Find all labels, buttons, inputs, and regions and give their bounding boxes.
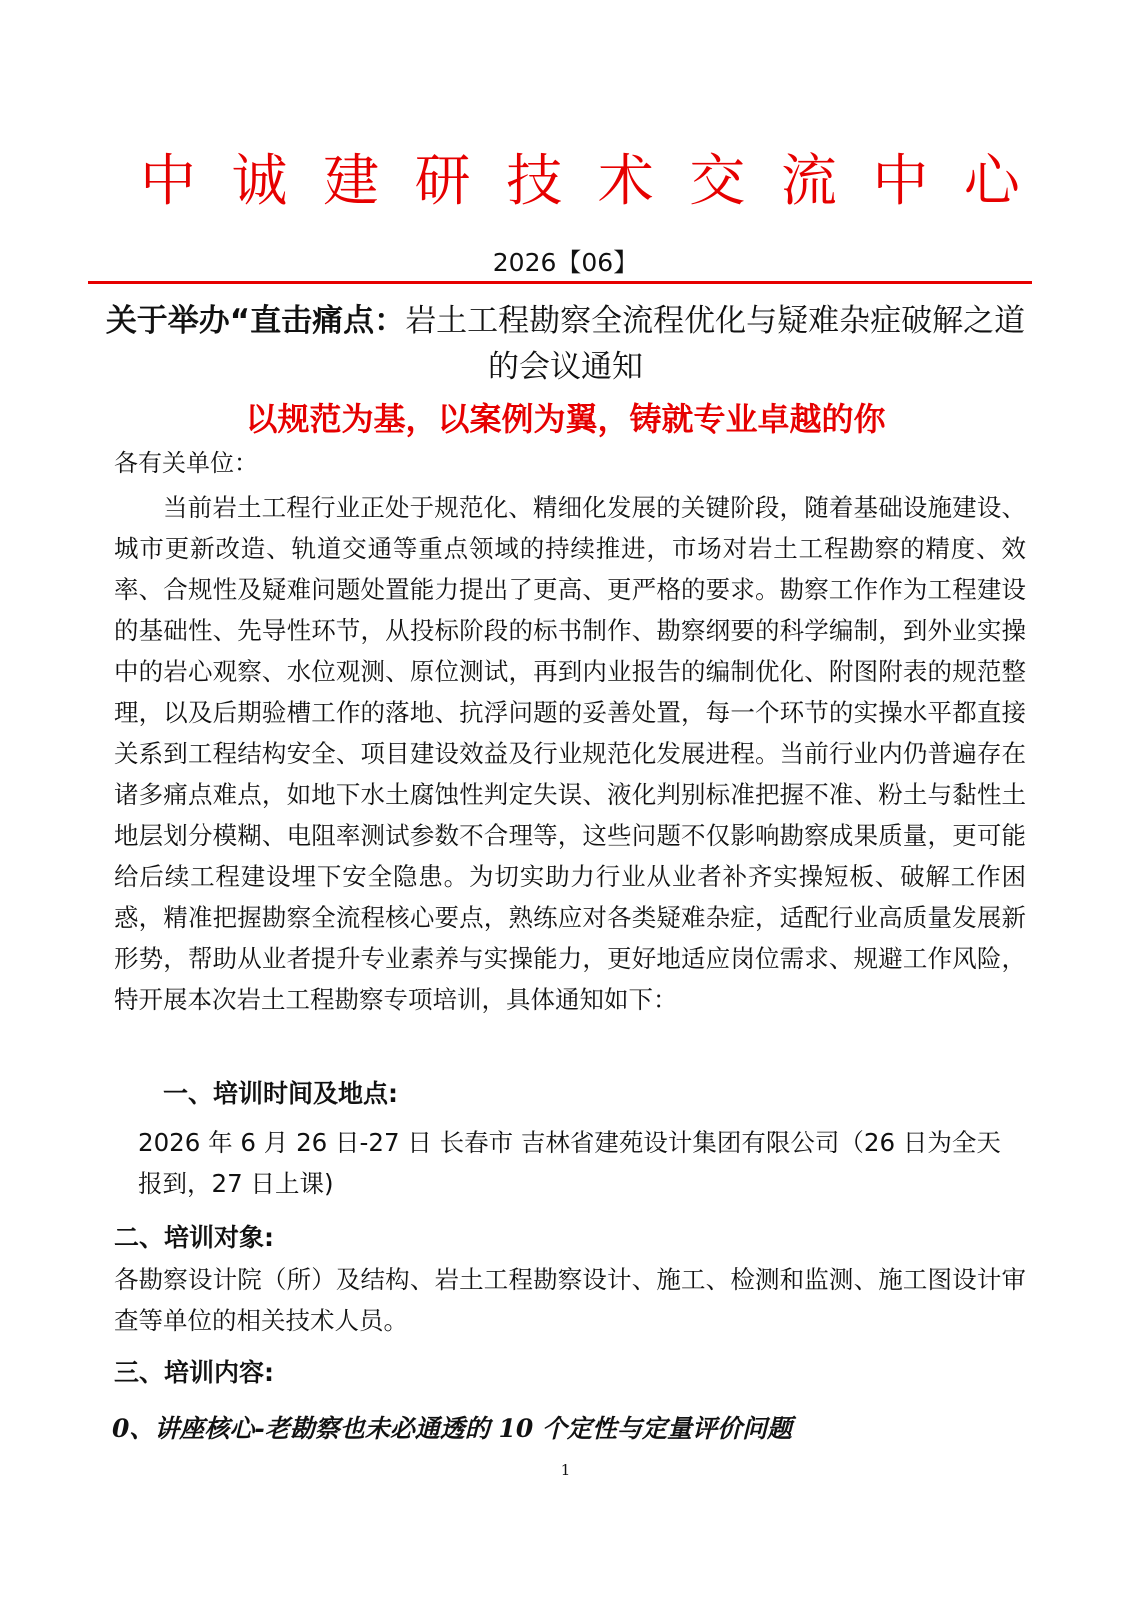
org-title-char: 交 — [689, 149, 746, 214]
org-title-char: 技 — [506, 149, 563, 214]
intro-paragraph: 当前岩土工程行业正处于规范化、精细化发展的关键阶段，随着基础设施建设、城市更新改造、轨道交通等重点领域的持续推进，市场对岩土工程勘察的精度、效率、合规性及疑难问题处置能力提出了更高、更严格的要求。勘察工作作为工程建设的基础性、先导性环节，从投标阶段的标书制作、勘察纲要的科学编制，到外业实操中的岩心观察、水位观测、原位测试，再到内业报告的编制优化、附图附表的规范整理，以及后期验槽工作的落地、抗浮问题的妥善处置，每一个环节的实操水平都直接关系到工程结构安全、项目建设效益及行业规范化发展进程。当前行业内仍普遍存在诸多痛点难点，如地下水土腐蚀性判定失误、液化判别标准把握不准、粉土与黏性土地层划分模糊、电阻率测试参数不合理等，这些问题不仅影响勘察成果质量，更可能给后续工程建设埋下安全隐患。为切实助力行业从业者补齐实操短板、破解工作困惑，精准把握勘察全流程核心要点，熟练应对各类疑难杂症，适配行业高质量发展新形势，帮助从业者提升专业素养与实操能力，更好地适应岗位需求、规避工作风险，特开展本次岩土工程勘察专项培训，具体通知如下： — [114, 493, 1026, 1014]
header-divider — [88, 281, 1032, 284]
notice-headline — [100, 298, 1031, 390]
org-title-char: 建 — [323, 149, 380, 214]
org-title-char: 诚 — [231, 149, 288, 214]
org-title-char: 研 — [414, 149, 471, 214]
section-body-audience: 各勘察设计院（所）及结构、岩土工程勘察设计、施工、检测和监测、施工图设计审查等单位的相关技术人员。 — [114, 1265, 1026, 1335]
org-title-char: 中 — [872, 149, 929, 214]
org-title-char: 术 — [597, 149, 654, 214]
org-title — [140, 142, 1020, 222]
content-subheading: 0、讲座核心-老勘察也未必通透的 10 个定性与定量评价问题 — [112, 1414, 792, 1443]
section-heading-time-location: 一、培训时间及地点: — [163, 1079, 398, 1108]
section-heading-content: 三、培训内容: — [114, 1358, 274, 1387]
org-title-char: 心 — [963, 149, 1020, 214]
org-title-char: 中 — [140, 149, 196, 214]
org-title-char: 流 — [780, 149, 837, 214]
section-heading-audience: 二、培训对象: — [114, 1223, 274, 1252]
headline-bold-part: 关于举办“直击痛点： — [105, 303, 406, 339]
headline-rest-part: 岩土工程勘察全流程优化与疑难杂症破解之道的会议通知 — [405, 303, 1026, 385]
page-number: 1 — [560, 1461, 571, 1479]
section-body-time-location: 2026 年 6 月 26 日-27 日 长春市 吉林省建苑设计集团有限公司（26 日为全天报到，27 日上课) — [138, 1128, 1001, 1198]
slogan: 以规范为基，以案例为翼，铸就专业卓越的你 — [245, 400, 886, 438]
salutation: 各有关单位： — [114, 449, 258, 477]
doc-number: 2026【06】 — [492, 248, 639, 277]
